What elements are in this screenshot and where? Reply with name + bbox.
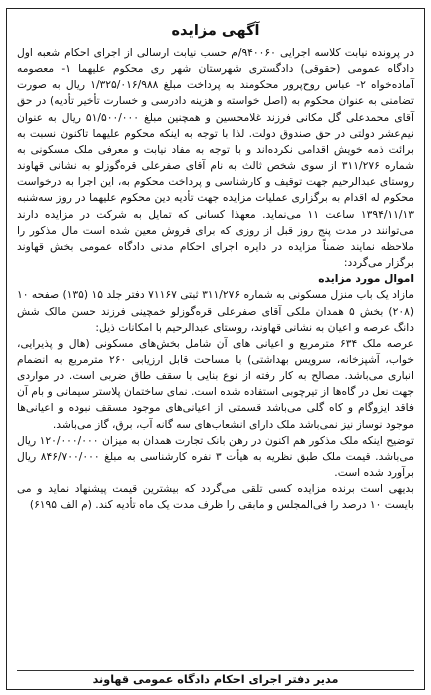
signature: مدیر دفتر اجرای احکام دادگاه عمومی قهاوند	[92, 673, 339, 686]
notice-title: آگهی مزایده	[171, 23, 260, 39]
notice-text	[17, 45, 414, 514]
property-details: عرصه ملک ۶۳۴ مترمربع و اعیانی های آن شامل بخش‌های مسکونی (هال و پذیرایی، خواب، آشپزخانه، سرویس بهداشتی) با مساحت قابل ارزیابی ۲۶۰ مترمربع به انضمام انباری می‌باشد. مصالح به کار رفته از نوع بنایی با سقف طاق ضربی است. در مواردی جهت نعل در گاه‌ها از تیرچوبی استفاده شده است. نمای ساختمان پلاستر سیمانی و بام آن فاقد ایزوگام و کاه گلی می‌باشد قسمتی از اعیانی‌های موجود مسقف نبوده و اعیانی‌ها موجود نوساز نیز نمی‌باشد ملک دارای انشعاب‌های سه گانه آب، برق، گاز می‌باشد.	[17, 336, 414, 431]
notice-body: در پرونده نیابت کلاسه اجرایی ۹۴۰۰۶۰/م حسب نیابت ارسالی از اجرای احکام شعبه اول دادگاه عمومی (حقوقی) دادگستری شهرستان شهر ری محکوم علیهما ۱- معصومه آماده‌خواه ۲- عباس روح‌پرور محکومند به پرداخت مبلغ ۱/۳۲۵/۰۱۶/۹۸۸ ریال به صورت تضامنی به عنوان محکوم به (اصل خواسته و هزینه دادرسی و خسارت تأخیر تأدیه) در حق آقای محمدعلی گل مکانی فرزند غلامحسین و همچنین مبلغ ۵۱/۵۰۰/۰۰۰ ریال به عنوان نیم‌عشر دولتی در حق صندوق دولت. لذا با توجه به اینکه محکوم علیهما تاکنون نسبت به برائت ذمه خویش اقدامی نکرده‌اند و با توجه به مفاد نیابت و معرفی ملک مسکونی به شماره ۳۱۱/۲۷۶ از سوی شخص ثالث به نام آقای صفرعلی قره‌گوزلو به نشانی قهاوند روستای عبدالرحیم جهت توقیف و کارشناسی و پرداخت محکوم به، این اجرا به درخواست محکوم له اقدام به برگزاری عملیات مزایده جهت تأدیه دین محکوم علیهما در روز سه‌شنبه ۱۳۹۴/۱۱/۱۳ ساعت ۱۱ می‌نماید. معهذا کسانی که تمایل به شرکت در مزایده دارند می‌توانند در مدت پنج روز قبل از روزی که برای فروش معین شده است مال مذکور را ملاحظه نمایند ضمناً مزایده در دایره اجرای احکام مدنی دادگاه عمومی بخش قهاوند برگزار می‌گردد:	[17, 46, 414, 270]
mortgage-note: توضیح اینکه ملک مذکور هم اکنون در رهن بانک تجارت همدان به میزان ۱۲۰/۰۰۰/۰۰۰ ریال می‌باشد. قیمت ملک طبق نظریه به هیأت ۳ نفره کارشناسی به مبلغ ۸۴۶/۷۰۰/۰۰۰ ریال برآورد شده است.	[17, 433, 414, 480]
winner-note: بدیهی است برنده مزایده کسی تلقی می‌گردد که بیشترین قیمت پیشنهاد نماید و می بایست ۱۰ درصد را فی‌المجلس و مابقی را ظرف مدت یک ماه تأدیه کند. (م الف ۶۱۹۵)	[17, 482, 414, 512]
property-heading: اموال مورد مزایده	[318, 272, 414, 286]
signature-divider	[17, 670, 414, 671]
property-intro: مازاد یک باب منزل مسکونی به شماره ۳۱۱/۲۷۶ ثبتی ۷۱۱۶۷ دفتر جلد ۱۵ (۱۳۵) صفحه ۱۰ (۲۰۸) بخش ۵ همدان ملکی آقای صفرعلی قره‌گوزلو خمچینی فرزند حسن مالک شش دانگ عرصه و اعیان به نشانی قهاوند، روستای عبدالرحیم با امکانات ذیل:	[17, 288, 415, 334]
notice-frame	[6, 8, 425, 690]
